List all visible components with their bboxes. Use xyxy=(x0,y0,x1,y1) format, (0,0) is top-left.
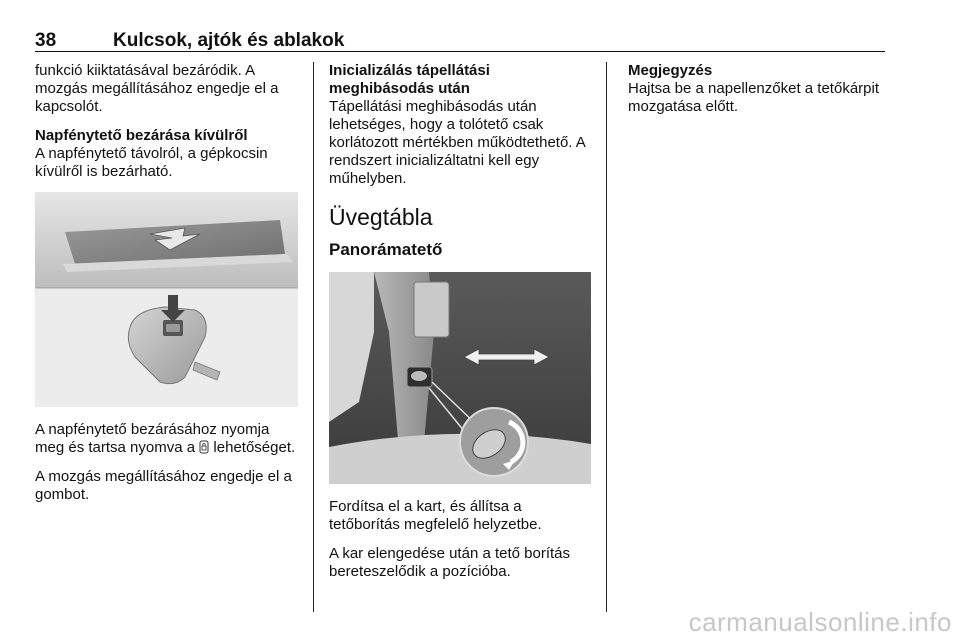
column-2 xyxy=(329,62,594,592)
column-3 xyxy=(628,62,888,127)
page-header xyxy=(35,30,885,52)
note-text: Hajtsa be a napellenzőket a tetőkárpit mozgatása előtt. xyxy=(628,80,879,115)
section-heading-init: Inicializálás tápellátási meghibásodás után xyxy=(329,62,490,97)
column-divider xyxy=(313,62,314,612)
press-hold-text: A napfénytető bezárásához nyomja meg és tartsa nyomva a lehetőséget. xyxy=(35,421,296,456)
section-title-glass: Üvegtábla xyxy=(329,204,433,230)
chapter-title: Kulcsok, ajtók és ablakok xyxy=(113,30,345,51)
note-title: Megjegyzés xyxy=(628,62,713,79)
column-divider xyxy=(606,62,607,612)
release-text: A mozgás megállításához engedje el a gombot. xyxy=(35,468,292,503)
lever-release-text: A kar elengedése után a tető borítás bereteszelődik a pozícióba. xyxy=(329,545,571,580)
header-rule xyxy=(35,51,885,52)
intro-text: funkció kiiktatásával bezáródik. A mozgás megállításához engedje el a kapcsolót. xyxy=(35,62,279,115)
remote-close-text: A napfénytető távolról, a gépkocsin kívülről is bezárható. xyxy=(35,145,268,180)
page-number: 38 xyxy=(35,30,57,51)
sunroof-and-key-illustration xyxy=(35,192,298,407)
lock-button-icon xyxy=(199,440,209,454)
init-text: Tápellátási meghibásodás után lehetséges, hogy a tolótető csak korlátozott mértékben működtethető. A rendszert inicializáltatni kell egy műhelyben. xyxy=(329,98,585,187)
section-heading-remote-close: Napfénytető bezárása kívülről xyxy=(35,127,248,144)
column-1 xyxy=(35,62,300,515)
panoramic-roof-lever-illustration xyxy=(329,272,591,484)
subsection-title-panoramic: Panorámatető xyxy=(329,240,443,259)
watermark: carmanualsonline.info xyxy=(688,607,952,637)
turn-lever-text: Fordítsa el a kart, és állítsa a tetőborítás megfelelő helyzetbe. xyxy=(329,498,542,533)
sun-visor xyxy=(414,282,449,337)
